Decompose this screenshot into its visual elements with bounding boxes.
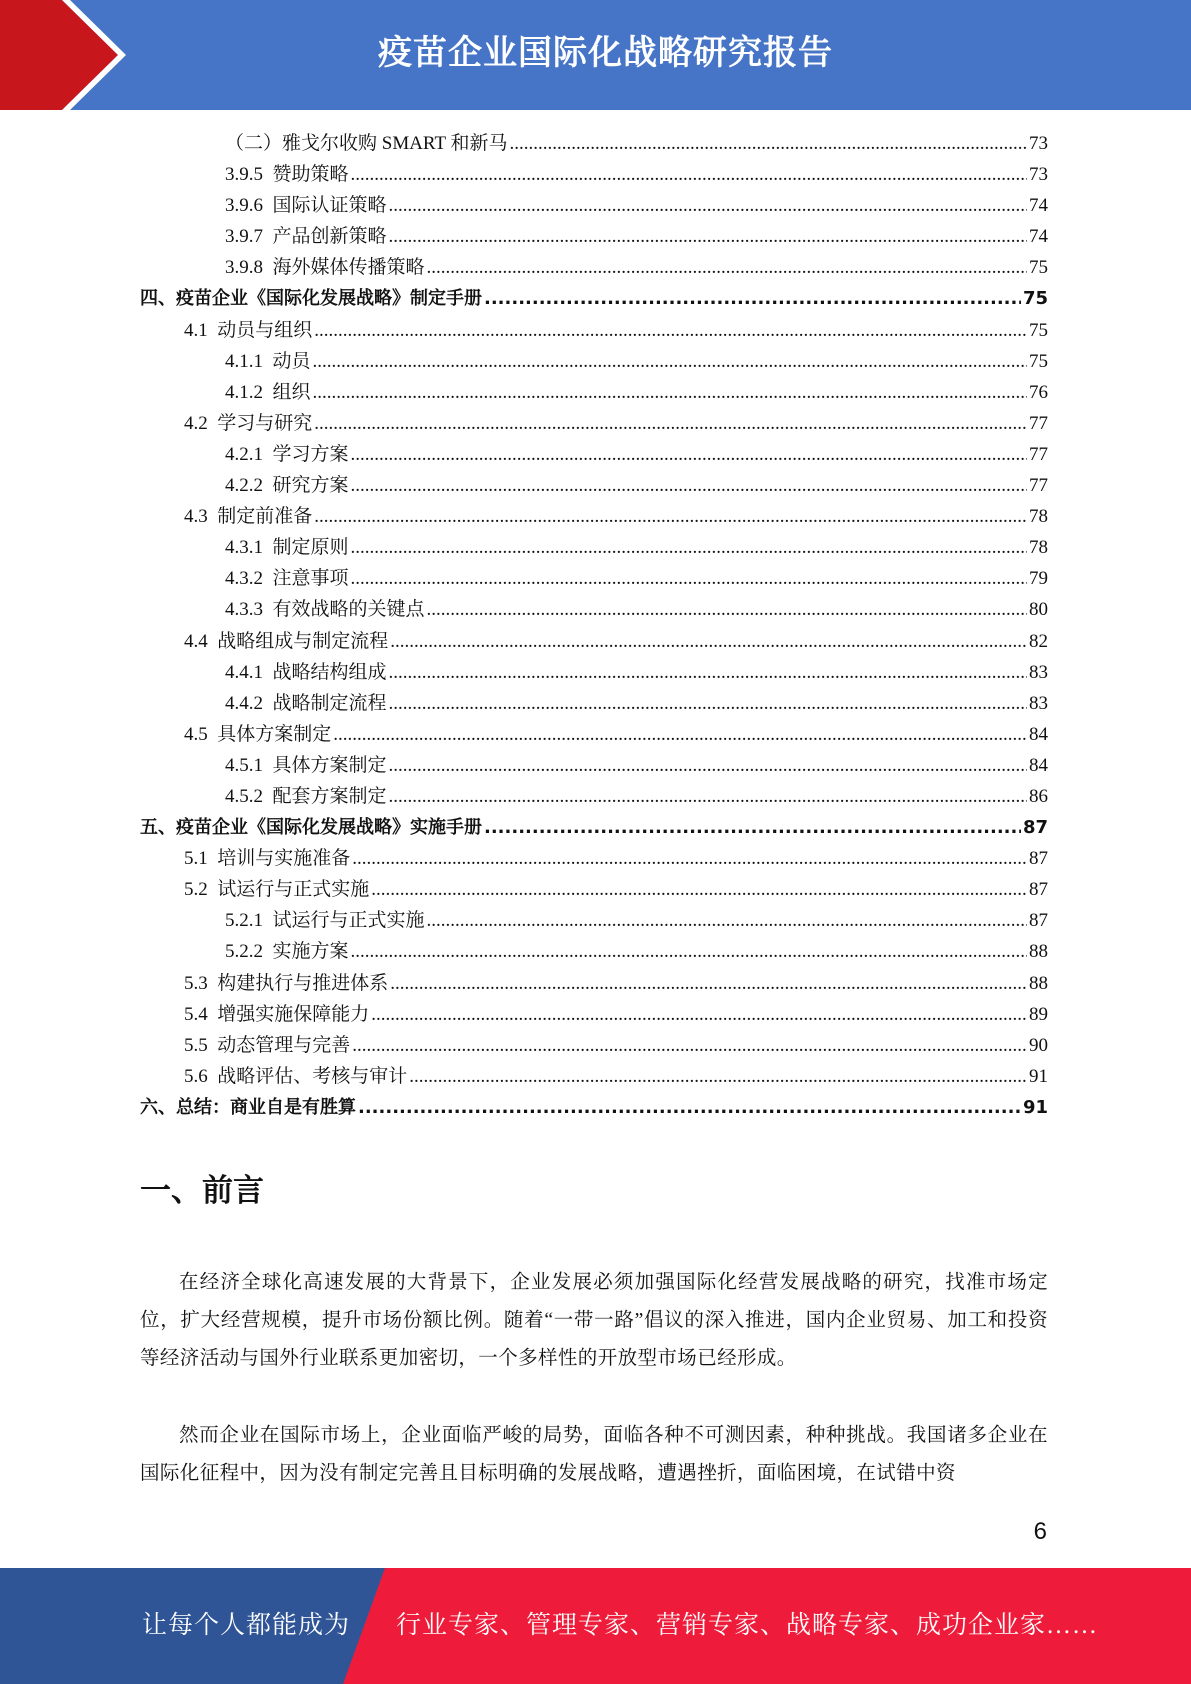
toc-entry[interactable] (140, 190, 1048, 221)
toc-entry-label: 4.3.2 注意事项 (225, 568, 349, 590)
toc-entry-page: 76 (1029, 381, 1048, 403)
toc-entry-label: 4.1.2 组织 (225, 381, 311, 403)
toc-entry-label: 六、总结：商业自是有胜算 (140, 1096, 356, 1118)
footer-slogan-left: 让每个人都能成为 (142, 1612, 351, 1639)
toc-entry-label: 5.6 战略评估、考核与审计 (184, 1065, 408, 1087)
toc-entry[interactable] (140, 874, 1048, 905)
toc-entry-page: 87 (1029, 879, 1048, 901)
toc-entry[interactable] (140, 283, 1048, 314)
toc-entry[interactable] (140, 315, 1048, 346)
toc-entry-page: 80 (1029, 599, 1048, 621)
toc-entry-label: 4.3.3 有效战略的关键点 (225, 599, 425, 621)
toc-entry[interactable] (140, 563, 1048, 594)
toc-entry[interactable] (140, 594, 1048, 625)
toc-entry-page: 79 (1029, 568, 1048, 590)
toc-entry-page: 87 (1022, 817, 1048, 839)
toc-entry-label: 4.3.1 制定原则 (225, 537, 349, 559)
toc-entry-label: 4.2.1 学习方案 (225, 443, 349, 465)
toc-entry[interactable] (140, 968, 1048, 999)
toc-entry-page: 91 (1022, 1096, 1048, 1118)
toc-entry-page: 75 (1022, 288, 1048, 310)
toc-entry-page: 73 (1029, 133, 1048, 154)
toc-entry-label: 4.2.2 研究方案 (225, 475, 349, 497)
toc-entry-label: 3.9.7 产品创新策略 (225, 226, 387, 248)
toc-entry-label: 5.5 动态管理与完善 (184, 1034, 351, 1056)
dot-leader (389, 190, 1027, 221)
toc-entry[interactable] (140, 719, 1048, 750)
dot-leader (351, 470, 1027, 501)
toc-entry-page: 83 (1029, 661, 1048, 683)
page-footer (0, 1568, 1191, 1684)
toc-entry-page: 77 (1029, 412, 1048, 434)
dot-leader (314, 315, 1027, 346)
toc-entry[interactable] (140, 408, 1048, 439)
toc-entry-page: 89 (1029, 1003, 1048, 1025)
table-of-contents (140, 128, 1048, 1123)
toc-entry[interactable] (140, 252, 1048, 283)
dot-leader (509, 128, 1027, 159)
dot-leader (371, 999, 1027, 1030)
page-header (0, 0, 1191, 110)
toc-entry[interactable] (140, 999, 1048, 1030)
toc-entry-label: 3.9.5 赞助策略 (225, 164, 349, 186)
dot-leader (352, 843, 1027, 874)
paragraph: 然而企业在国际市场上，企业面临严峻的局势，面临各种不可测因素，种种挑战。我国诸多企业在国际化征程中，因为没有制定完善且目标明确的发展战略，遭遇挫折，面临困境，在试错中资 (140, 1425, 1048, 1484)
toc-entry-page: 74 (1029, 226, 1048, 248)
dot-leader (389, 688, 1027, 719)
dot-leader (351, 439, 1027, 470)
dot-leader (358, 1092, 1021, 1123)
dot-leader (484, 283, 1021, 314)
dot-leader (352, 1030, 1027, 1061)
toc-entry-label: （二）雅戈尔收购 SMART 和新马 (225, 133, 508, 154)
toc-entry[interactable] (140, 905, 1048, 936)
toc-entry[interactable] (140, 128, 1048, 159)
toc-entry-label: 4.4 战略组成与制定流程 (184, 630, 389, 652)
toc-entry[interactable] (140, 346, 1048, 377)
dot-leader (371, 874, 1027, 905)
toc-entry-label: 4.3 制定前准备 (184, 506, 313, 528)
dot-leader (427, 905, 1027, 936)
toc-entry[interactable] (140, 221, 1048, 252)
toc-entry[interactable] (140, 843, 1048, 874)
report-title: 疫苗企业国际化战略研究报告 (378, 33, 833, 73)
toc-entry[interactable] (140, 470, 1048, 501)
toc-entry[interactable] (140, 781, 1048, 812)
paragraph: 在经济全球化高速发展的大背景下，企业发展必须加强国际化经营发展战略的研究，找准市场定位，扩大经营规模，提升市场份额比例。随着“一带一路”倡议的深入推进，国内企业贸易、加工和投资等经济活动与国外行业联系更加密切，一个多样性的开放型市场已经形成。 (140, 1272, 1048, 1369)
toc-entry-page: 75 (1029, 319, 1048, 341)
toc-entry[interactable] (140, 501, 1048, 532)
dot-leader (351, 159, 1027, 190)
toc-entry-label: 5.2 试运行与正式实施 (184, 879, 370, 901)
dot-leader (314, 501, 1027, 532)
toc-entry-label: 5.2.1 试运行与正式实施 (225, 910, 425, 932)
toc-entry-page: 78 (1029, 506, 1048, 528)
section-heading: 一、前言 (140, 1173, 264, 1209)
toc-entry-label: 5.3 构建执行与推进体系 (184, 972, 389, 994)
dot-leader (427, 594, 1027, 625)
toc-entry[interactable] (140, 1092, 1048, 1123)
toc-entry-page: 84 (1029, 754, 1048, 776)
toc-entry-label: 4.4.2 战略制定流程 (225, 692, 387, 714)
toc-entry-page: 87 (1029, 910, 1048, 932)
toc-entry-label: 3.9.8 海外媒体传播策略 (225, 257, 425, 279)
toc-entry-label: 4.2 学习与研究 (184, 412, 313, 434)
toc-entry[interactable] (140, 626, 1048, 657)
toc-entry-label: 四、疫苗企业《国际化发展战略》制定手册 (140, 288, 482, 310)
toc-entry-label: 5.2.2 实施方案 (225, 941, 349, 963)
toc-entry[interactable] (140, 159, 1048, 190)
toc-entry-page: 88 (1029, 972, 1048, 994)
toc-entry-label: 5.4 增强实施保障能力 (184, 1003, 370, 1025)
toc-entry-page: 86 (1029, 785, 1048, 807)
toc-entry-label: 4.5 具体方案制定 (184, 723, 332, 745)
dot-leader (484, 812, 1021, 843)
dot-leader (409, 1061, 1027, 1092)
dot-leader (313, 377, 1027, 408)
toc-entry-page: 75 (1029, 350, 1048, 372)
dot-leader (351, 563, 1027, 594)
dot-leader (351, 936, 1027, 967)
page-number: 6 (1033, 1518, 1047, 1545)
toc-entry-page: 78 (1029, 537, 1048, 559)
footer-slogan-right: 行业专家、管理专家、营销专家、战略专家、成功企业家…… (396, 1612, 1099, 1639)
dot-leader (314, 408, 1027, 439)
toc-entry[interactable] (140, 936, 1048, 967)
toc-entry-label: 3.9.6 国际认证策略 (225, 195, 387, 217)
toc-entry-page: 82 (1029, 630, 1048, 652)
toc-entry-page: 83 (1029, 692, 1048, 714)
dot-leader (389, 781, 1027, 812)
toc-entry-page: 77 (1029, 475, 1048, 497)
toc-entry[interactable] (140, 1030, 1048, 1061)
toc-entry-page: 87 (1029, 848, 1048, 870)
toc-entry[interactable] (140, 377, 1048, 408)
toc-entry[interactable] (140, 439, 1048, 470)
toc-entry-page: 84 (1029, 723, 1048, 745)
toc-entry-label: 4.4.1 战略结构组成 (225, 661, 387, 683)
toc-entry[interactable] (140, 812, 1048, 843)
toc-entry-label: 4.5.2 配套方案制定 (225, 785, 387, 807)
toc-entry-page: 90 (1029, 1034, 1048, 1056)
dot-leader (390, 968, 1027, 999)
dot-leader (389, 657, 1027, 688)
dot-leader (390, 626, 1027, 657)
dot-leader (333, 719, 1027, 750)
toc-entry-label: 4.1.1 动员 (225, 350, 311, 372)
toc-entry-page: 73 (1029, 164, 1048, 186)
toc-entry-label: 4.1 动员与组织 (184, 319, 313, 341)
toc-entry-label: 五、疫苗企业《国际化发展战略》实施手册 (140, 817, 482, 839)
toc-entry[interactable] (140, 532, 1048, 563)
dot-leader (351, 532, 1027, 563)
toc-entry[interactable] (140, 750, 1048, 781)
toc-entry-page: 91 (1029, 1065, 1048, 1087)
dot-leader (427, 252, 1027, 283)
toc-entry-page: 74 (1029, 195, 1048, 217)
toc-entry-label: 5.1 培训与实施准备 (184, 848, 351, 870)
toc-entry-page: 75 (1029, 257, 1048, 279)
toc-entry-label: 4.5.1 具体方案制定 (225, 754, 387, 776)
dot-leader (313, 346, 1027, 377)
dot-leader (389, 750, 1027, 781)
toc-entry-page: 77 (1029, 443, 1048, 465)
toc-entry[interactable] (140, 657, 1048, 688)
dot-leader (389, 221, 1027, 252)
toc-entry[interactable] (140, 1061, 1048, 1092)
toc-entry[interactable] (140, 688, 1048, 719)
toc-entry-page: 88 (1029, 941, 1048, 963)
